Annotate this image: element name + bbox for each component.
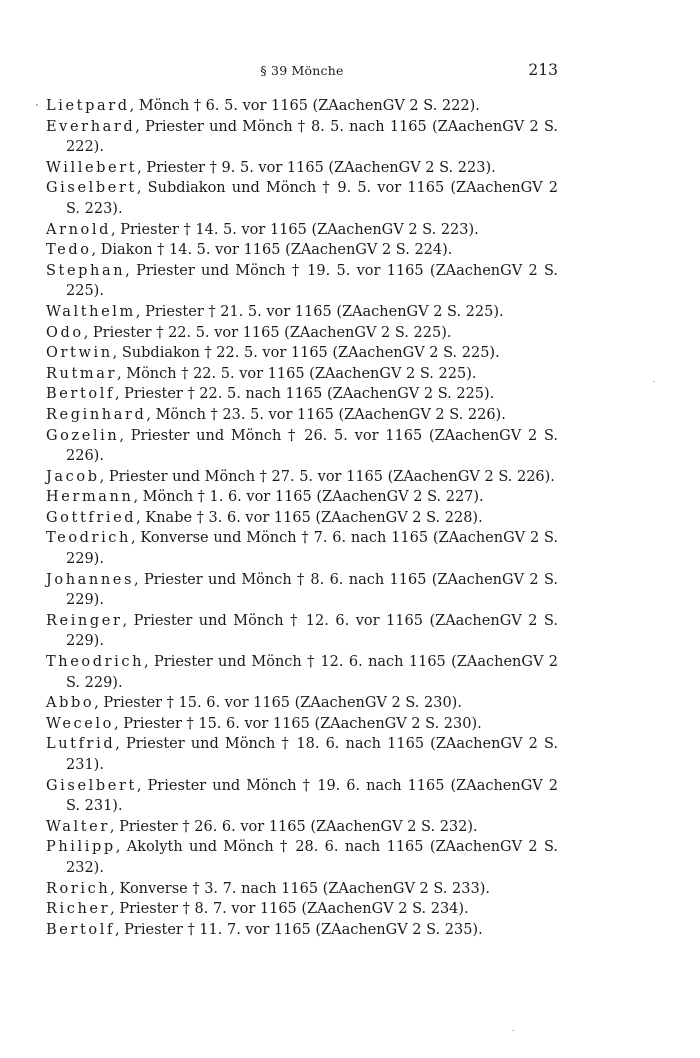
monk-name: Teodrich — [46, 530, 131, 547]
monk-entry: Bertolf, Priester † 11. 7. vor 1165 (ZAachenGV 2 S. 235). — [46, 921, 483, 938]
monk-record: Subdiakon † 22. 5. vor 1165 (ZAachenGV 2 S. 225). — [121, 345, 500, 362]
monk-name: Wecelo — [46, 715, 114, 732]
monk-name: Richer — [46, 901, 111, 918]
monk-record: Mönch † 1. 6. vor 1165 (ZAachenGV 2 S. 227). — [142, 489, 484, 506]
monk-name: Lietpard — [46, 98, 130, 114]
monk-entry: Ortwin, Subdiakon † 22. 5. vor 1165 (ZAachenGV 2 S. 225). — [46, 345, 500, 362]
monk-name: Willebert — [46, 159, 138, 176]
monk-entry: Stephan, Priester und Mönch † 19. 5. vor 1165 (ZAachenGV 2 S. 225). — [46, 262, 559, 300]
monk-entry: Willebert, Priester † 9. 5. vor 1165 (ZAachenGV 2 S. 223). — [46, 159, 496, 176]
monk-entry: Rorich, Konverse † 3. 7. nach 1165 (ZAachenGV 2 S. 233). — [46, 880, 490, 897]
monk-record: Priester † 22. 5. vor 1165 (ZAachenGV 2 S. 225). — [92, 324, 452, 341]
monk-entry: Lietpard, Mönch † 6. 5. vor 1165 (ZAachenGV 2 S. 222). — [46, 98, 480, 114]
monk-entry: Theodrich, Priester und Mönch † 12. 6. nach 1165 (ZAachenGV 2 S. 229). — [46, 654, 558, 691]
monk-entry: Jacob, Priester und Mönch † 27. 5. vor 1165 (ZAachenGV 2 S. 226). — [46, 468, 555, 485]
paper-speck — [653, 381, 655, 382]
monk-name: Giselbert — [46, 180, 137, 197]
monk-entry: Teodrich, Konverse und Mönch † 7. 6. nach 1165 (ZAachenGV 2 S. 229). — [46, 530, 558, 568]
monk-record: Priester † 15. 6. vor 1165 (ZAachenGV 2 S. 230). — [103, 695, 462, 712]
page-number: 213 — [528, 61, 558, 79]
monk-entry: Everhard, Priester und Mönch † 8. 5. nach 1165 (ZAachenGV 2 S. 222). — [46, 118, 558, 156]
monk-record: Priester † 26. 6. vor 1165 (ZAachenGV 2 S. 232). — [119, 818, 478, 835]
monk-name: Hermann — [46, 489, 134, 506]
monk-record: Priester † 21. 5. vor 1165 (ZAachenGV 2 S. 225). — [145, 303, 504, 320]
monk-entry: Tedo, Diakon † 14. 5. vor 1165 (ZAachenGV 2 S. 224). — [46, 242, 453, 259]
monk-record: Priester † 8. 7. vor 1165 (ZAachenGV 2 S. 234). — [119, 901, 469, 918]
monk-record: Priester † 11. 7. vor 1165 (ZAachenGV 2 S. 235). — [124, 921, 483, 938]
monk-entry: Richer, Priester † 8. 7. vor 1165 (ZAachenGV 2 S. 234). — [46, 901, 469, 918]
monk-entry: Gozelin, Priester und Mönch † 26. 5. vor 1165 (ZAachenGV 2 S. 226). — [46, 427, 558, 465]
monk-entry: Giselbert, Priester und Mönch † 19. 6. nach 1165 (ZAachenGV 2 S. 231). — [46, 777, 559, 815]
monk-entry: Walthelm, Priester † 21. 5. vor 1165 (ZAachenGV 2 S. 225). — [46, 303, 504, 320]
monk-record: Priester und Mönch † 26. 5. vor 1165 (ZAachenGV 2 S. 226). — [66, 427, 558, 465]
monk-record: Priester und Mönch † 18. 6. nach 1165 (ZAachenGV 2 S. 231). — [66, 736, 559, 773]
monk-record: Knabe † 3. 6. vor 1165 (ZAachenGV 2 S. 228). — [145, 509, 483, 526]
monk-entry: Philipp, Akolyth und Mönch † 28. 6. nach 1165 (ZAachenGV 2 S. 232). — [46, 839, 558, 876]
monk-name: Walthelm — [46, 303, 136, 320]
monk-name: Everhard — [46, 118, 136, 135]
monk-name: Arnold — [46, 221, 111, 238]
page-header — [46, 63, 558, 85]
monk-record: Subdiakon und Mönch † 9. 5. vor 1165 (ZAachenGV 2 S. 223). — [66, 180, 558, 217]
monk-name: Rorich — [46, 880, 111, 897]
monk-entry-list — [46, 96, 558, 940]
monk-entry: Odo, Priester † 22. 5. vor 1165 (ZAachenGV 2 S. 225). — [46, 324, 452, 341]
monk-entry: Gottfried, Knabe † 3. 6. vor 1165 (ZAachenGV 2 S. 228). — [46, 509, 483, 526]
margin-mark — [36, 104, 38, 106]
monk-name: Tedo — [46, 242, 92, 259]
monk-entry: Arnold, Priester † 14. 5. vor 1165 (ZAachenGV 2 S. 223). — [46, 221, 479, 238]
monk-name: Abbo — [46, 695, 95, 712]
paper-speck — [512, 1030, 514, 1031]
monk-record: Diakon † 14. 5. vor 1165 (ZAachenGV 2 S. 224). — [100, 242, 453, 259]
monk-name: Lutfrid — [46, 736, 116, 753]
monk-record: Priester † 22. 5. nach 1165 (ZAachenGV 2 S. 225). — [124, 386, 495, 403]
monk-name: Gottfried — [46, 509, 137, 526]
monk-record: Priester † 9. 5. vor 1165 (ZAachenGV 2 S. 223). — [146, 159, 496, 176]
monk-name: Walter — [46, 818, 110, 835]
monk-name: Giselbert — [46, 777, 137, 794]
monk-name: Reginhard — [46, 406, 147, 423]
monk-entry: Johannes, Priester und Mönch † 8. 6. nach 1165 (ZAachenGV 2 S. 229). — [46, 571, 559, 609]
monk-name: Jacob — [46, 468, 100, 485]
running-head: § 39 Mönche — [260, 63, 344, 78]
monk-entry: Walter, Priester † 26. 6. vor 1165 (ZAachenGV 2 S. 232). — [46, 818, 478, 835]
monk-record: Priester und Mönch † 8. 6. nach 1165 (ZAachenGV 2 S. 229). — [66, 571, 559, 609]
monk-name: Odo — [46, 324, 84, 341]
monk-record: Priester und Mönch † 12. 6. nach 1165 (ZAachenGV 2 S. 229). — [66, 654, 558, 691]
monk-name: Johannes — [46, 571, 135, 588]
monk-record: Priester † 15. 6. vor 1165 (ZAachenGV 2 S. 230). — [123, 715, 482, 732]
monk-record: Akolyth und Mönch † 28. 6. nach 1165 (ZAachenGV 2 S. 232). — [66, 839, 558, 876]
monk-name: Rutmar — [46, 365, 118, 382]
monk-entry: Lutfrid, Priester und Mönch † 18. 6. nach 1165 (ZAachenGV 2 S. 231). — [46, 736, 559, 773]
monk-record: Konverse und Mönch † 7. 6. nach 1165 (ZAachenGV 2 S. 229). — [66, 530, 558, 568]
monk-name: Ortwin — [46, 345, 113, 362]
monk-entry: Bertolf, Priester † 22. 5. nach 1165 (ZAachenGV 2 S. 225). — [46, 386, 495, 403]
monk-record: Mönch † 6. 5. vor 1165 (ZAachenGV 2 S. 222). — [138, 98, 480, 114]
monk-entry: Giselbert, Subdiakon und Mönch † 9. 5. vor 1165 (ZAachenGV 2 S. 223). — [46, 180, 558, 217]
monk-record: Mönch † 22. 5. vor 1165 (ZAachenGV 2 S. 225). — [126, 365, 477, 382]
monk-record: Priester und Mönch † 27. 5. vor 1165 (ZAachenGV 2 S. 226). — [108, 468, 555, 485]
monk-record: Mönch † 23. 5. vor 1165 (ZAachenGV 2 S. 226). — [155, 406, 506, 423]
monk-name: Bertolf — [46, 921, 115, 938]
monk-entry: Rutmar, Mönch † 22. 5. vor 1165 (ZAachenGV 2 S. 225). — [46, 365, 477, 382]
monk-name: Philipp — [46, 839, 116, 856]
monk-name: Theodrich — [46, 654, 145, 671]
monk-name: Gozelin — [46, 427, 120, 444]
monk-entry: Wecelo, Priester † 15. 6. vor 1165 (ZAachenGV 2 S. 230). — [46, 715, 482, 732]
monk-entry: Abbo, Priester † 15. 6. vor 1165 (ZAachenGV 2 S. 230). — [46, 695, 462, 712]
monk-name: Stephan — [46, 262, 126, 279]
monk-name: Reinger — [46, 612, 123, 629]
monk-record: Priester und Mönch † 8. 5. nach 1165 (ZAachenGV 2 S. 222). — [66, 118, 558, 156]
monk-name: Bertolf — [46, 386, 115, 403]
monk-record: Konverse † 3. 7. nach 1165 (ZAachenGV 2 S. 233). — [119, 880, 490, 897]
monk-record: Priester und Mönch † 19. 6. nach 1165 (ZAachenGV 2 S. 231). — [66, 777, 559, 815]
monk-entry: Hermann, Mönch † 1. 6. vor 1165 (ZAachenGV 2 S. 227). — [46, 489, 484, 506]
monk-entry: Reinger, Priester und Mönch † 12. 6. vor 1165 (ZAachenGV 2 S. 229). — [46, 612, 559, 650]
monk-record: Priester und Mönch † 12. 6. vor 1165 (ZAachenGV 2 S. 229). — [66, 612, 559, 650]
monk-record: Priester † 14. 5. vor 1165 (ZAachenGV 2 S. 223). — [120, 221, 479, 238]
monk-entry: Reginhard, Mönch † 23. 5. vor 1165 (ZAachenGV 2 S. 226). — [46, 406, 506, 423]
monk-record: Priester und Mönch † 19. 5. vor 1165 (ZAachenGV 2 S. 225). — [66, 262, 559, 300]
